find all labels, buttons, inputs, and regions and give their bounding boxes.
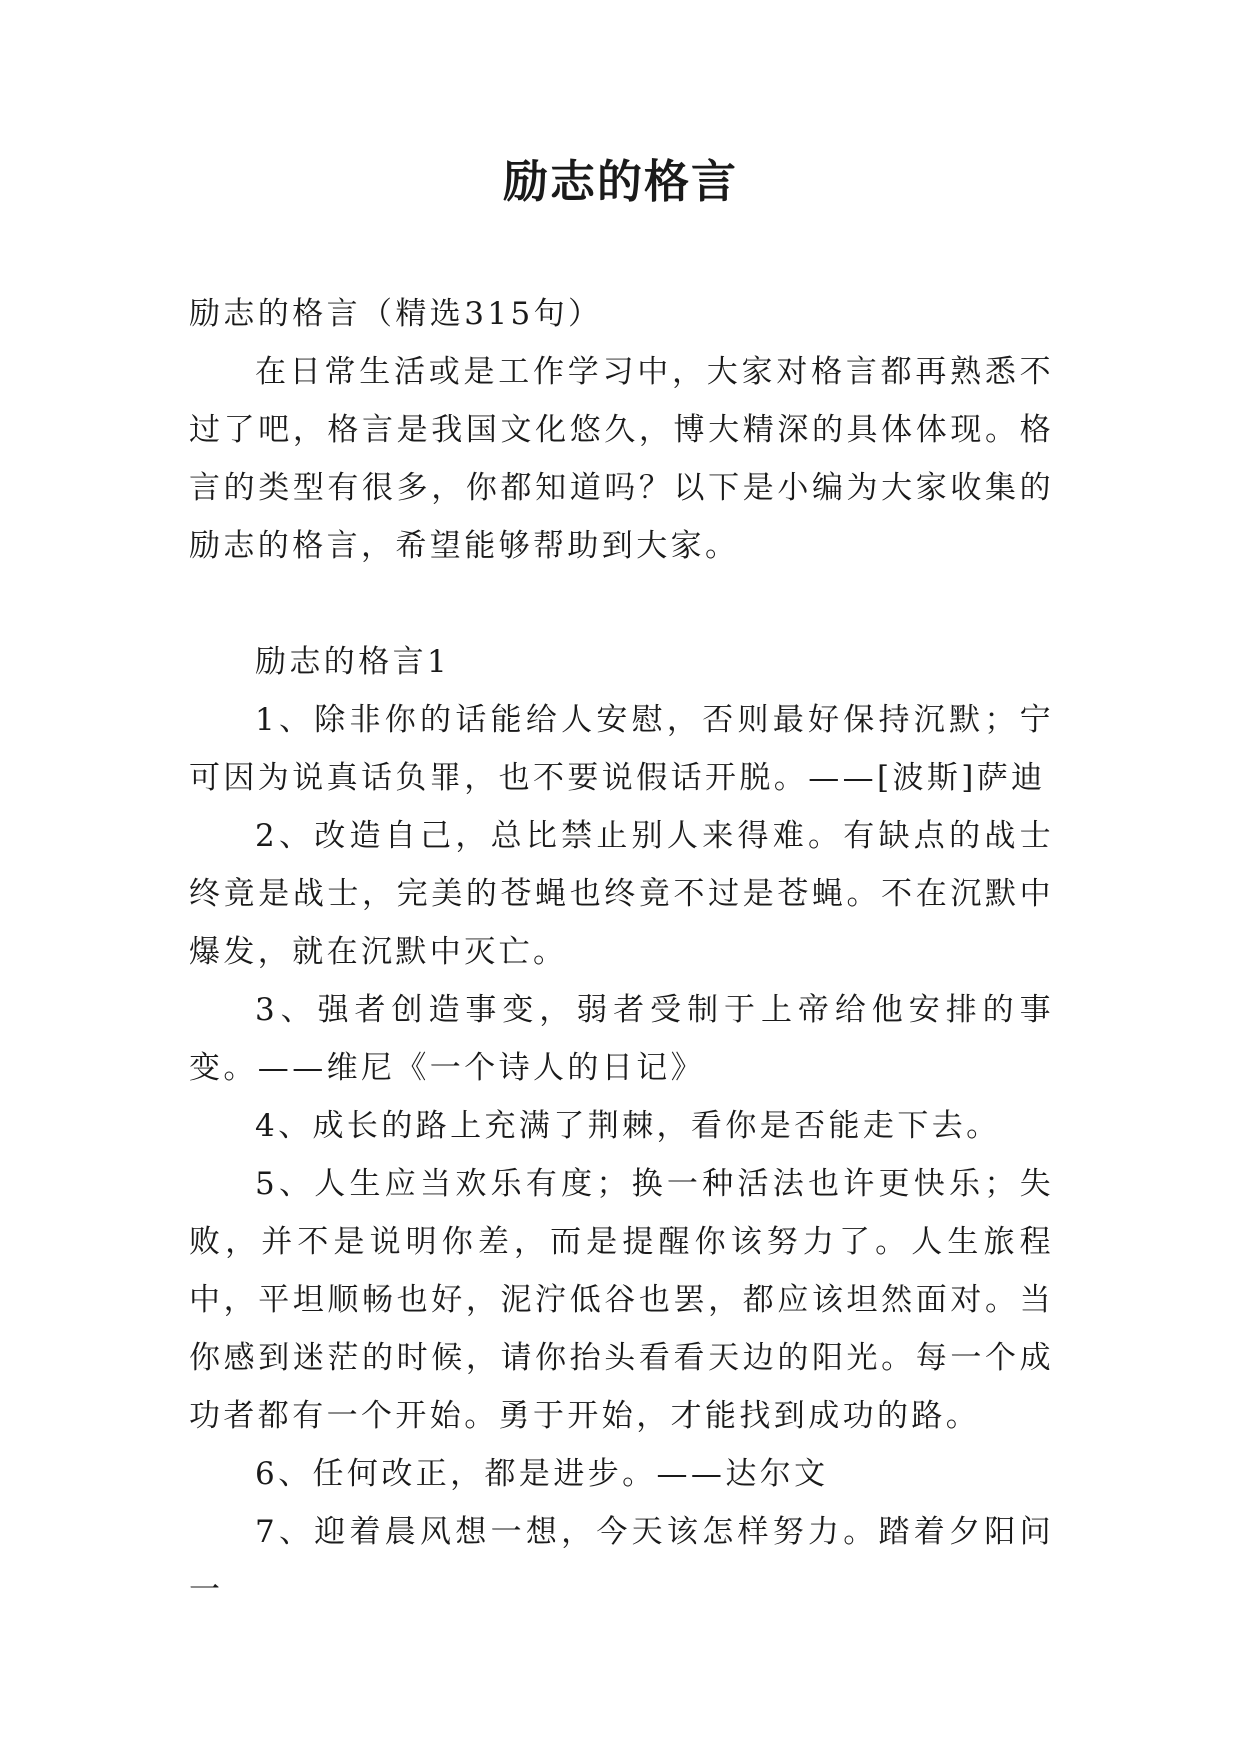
quote-paragraph: 4、成长的路上充满了荆棘，看你是否能走下去。: [255, 1108, 1001, 1144]
quote-paragraph: 5、人生应当欢乐有度；换一种活法也许更快乐；失败，并不是说明你差，而是提醒你该努力了。人生旅程中，平坦顺畅也好，泥泞低谷也罢，都应该坦然面对。当你感到迷茫的时候，请你抬头看看天边的阳光。每一个成功者都有一个开始。勇于开始，才能找到成功的路。: [189, 1166, 1054, 1434]
section-spacer: [189, 575, 1054, 633]
quote-paragraph: 7、迎着晨风想一想，今天该怎样努力。踏着夕阳问一: [189, 1514, 1054, 1608]
quote-paragraph: 2、改造自己，总比禁止别人来得难。有缺点的战士终竟是战士，完美的苍蝇也终竟不过是苍蝇。不在沉默中爆发，就在沉默中灭亡。: [189, 818, 1054, 970]
section-heading: 励志的格言1: [255, 644, 451, 680]
quote-paragraph: 6、任何改正，都是进步。——达尔文: [255, 1456, 829, 1492]
document-body: [189, 285, 1054, 1619]
document-title: 励志的格言: [502, 155, 738, 208]
quote-paragraph: 1、除非你的话能给人安慰，否则最好保持沉默；宁可因为说真话负罪，也不要说假话开脱。——[波斯]萨迪: [189, 702, 1054, 796]
quote-paragraph: 3、强者创造事变，弱者受制于上帝给他安排的事变。——维尼《一个诗人的日记》: [189, 992, 1054, 1086]
subtitle: 励志的格言（精选315句）: [189, 296, 603, 332]
intro-paragraph: 在日常生活或是工作学习中，大家对格言都再熟悉不过了吧，格言是我国文化悠久，博大精深的具体体现。格言的类型有很多，你都知道吗？以下是小编为大家收集的励志的格言，希望能够帮助到大家。: [189, 354, 1054, 564]
